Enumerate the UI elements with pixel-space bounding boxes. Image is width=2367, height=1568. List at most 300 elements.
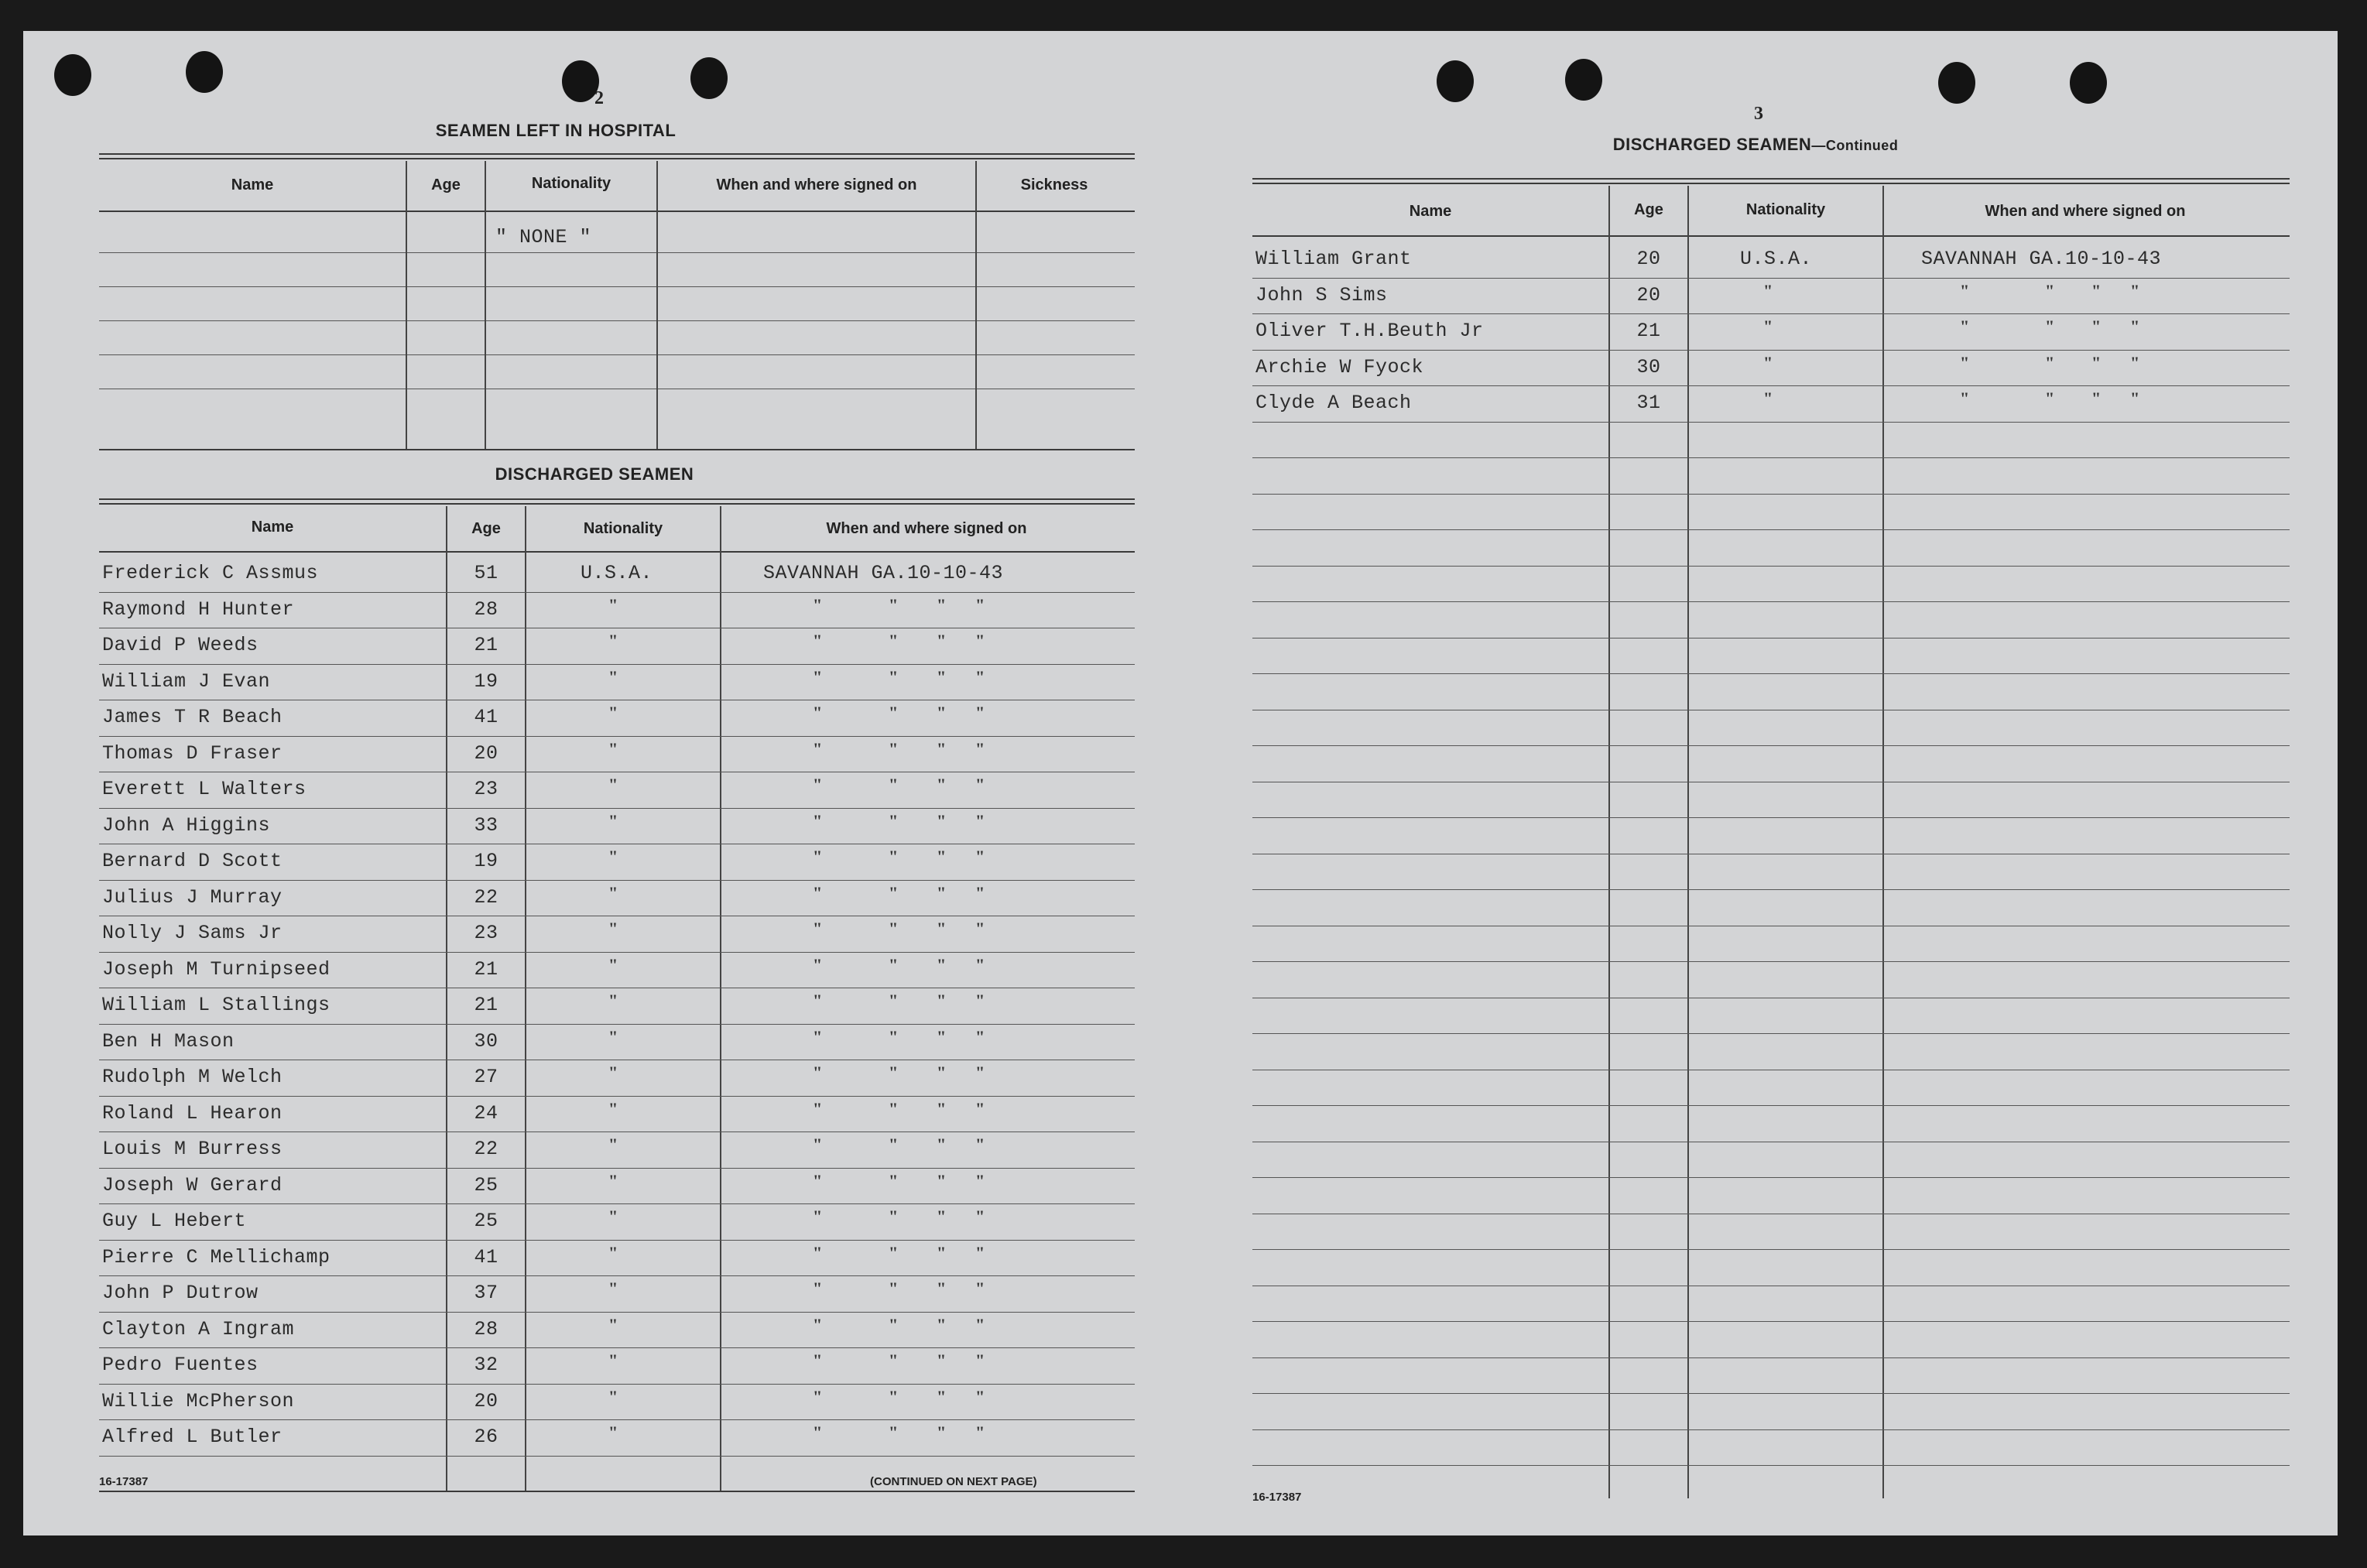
continued-heading [1516, 135, 1995, 155]
col-signed-on: When and where signed on [826, 520, 1027, 537]
seaman-age: 23 [474, 922, 498, 944]
seaman-name: Julius J Murray [102, 885, 283, 909]
nationality-ditto-mark: " [608, 847, 618, 866]
signed-on-ditto-mark: " [975, 1422, 985, 1442]
row-rule [99, 1168, 1135, 1169]
signed-on-ditto-mark: " [813, 1351, 823, 1370]
seaman-name: Everett L Walters [102, 778, 307, 800]
signed-on-ditto-mark: " [813, 1386, 823, 1406]
signed-on-ditto-mark: " [813, 1314, 823, 1334]
seaman-name: William Grant [1255, 248, 1412, 270]
col-signed-on: When and where signed on [1985, 203, 2186, 220]
row-rule [1252, 385, 2290, 386]
signed-on-ditto-mark: " [975, 738, 985, 758]
row-rule [1252, 745, 2290, 746]
signed-on-ditto-mark: " [937, 703, 947, 722]
punch-hole [1565, 59, 1602, 101]
row-rule [1252, 1177, 2290, 1178]
signed-on-ditto-mark: " [889, 1351, 899, 1370]
signed-on-ditto-mark: " [937, 810, 947, 830]
signed-on-ditto-mark: " [889, 847, 899, 866]
col-name: Name [251, 519, 294, 536]
signed-on-ditto-mark: " [889, 954, 899, 974]
seaman-age: 21 [474, 634, 498, 656]
seaman-name: William L Stallings [102, 994, 331, 1016]
row-rule [99, 808, 1135, 809]
signed-on-ditto-mark: " [813, 1063, 823, 1082]
seaman-age: 51 [474, 562, 498, 584]
seaman-name: Clyde A Beach [1255, 392, 1412, 414]
signed-on-ditto-mark: " [937, 1351, 947, 1370]
signed-on-ditto-mark: " [975, 1314, 985, 1334]
rule [99, 286, 1135, 287]
seaman-name: Pedro Fuentes [102, 1354, 259, 1376]
seaman-name: Ben H Mason [102, 1029, 235, 1053]
signed-on-ditto-mark: " [2091, 389, 2102, 408]
col-sickness: Sickness [1020, 176, 1088, 193]
col-divider [656, 161, 658, 449]
col-divider [975, 161, 977, 449]
col-nationality: Nationality [1745, 201, 1826, 218]
row-rule [99, 1384, 1135, 1385]
nationality-ditto-mark: " [608, 1207, 618, 1226]
seaman-age: 30 [474, 1029, 498, 1053]
row-rule [99, 880, 1135, 881]
nationality-ditto-mark: " [608, 1170, 618, 1190]
page-number: 3 [1754, 104, 1763, 124]
signed-on-ditto-mark: " [813, 738, 823, 758]
signed-on-ditto-mark: " [1960, 389, 1970, 408]
row-rule [1252, 457, 2290, 458]
signed-on-ditto-mark: " [975, 1063, 985, 1082]
seaman-age: 27 [474, 1066, 498, 1088]
seaman-age: 20 [1636, 283, 1661, 306]
nationality-ditto-mark: " [1763, 317, 1773, 336]
nationality-ditto-mark: " [1763, 280, 1773, 300]
row-rule [99, 1203, 1135, 1204]
seaman-nationality: U.S.A. [581, 562, 653, 584]
nationality-ditto-mark: " [608, 1314, 618, 1334]
seaman-name: John P Dutrow [102, 1282, 259, 1304]
signed-on-ditto-mark: " [975, 882, 985, 902]
signed-on-ditto-mark: " [813, 1422, 823, 1442]
seaman-age: 21 [474, 957, 498, 981]
signed-on-ditto-mark: " [975, 1207, 985, 1226]
signed-on-ditto-mark: " [889, 775, 899, 794]
row-rule [99, 1347, 1135, 1348]
hospital-heading: SEAMEN LEFT IN HOSPITAL [435, 121, 677, 140]
col-divider [1608, 186, 1610, 1498]
signed-on-ditto-mark: " [975, 954, 985, 974]
seaman-age: 25 [474, 1173, 498, 1197]
row-rule [99, 1131, 1135, 1132]
row-rule [1252, 1429, 2290, 1430]
seaman-age: 19 [474, 850, 498, 872]
seaman-name: Rudolph M Welch [102, 1066, 283, 1088]
row-rule [99, 1096, 1135, 1097]
signed-on-ditto-mark: " [889, 810, 899, 830]
signed-on-ditto-mark: " [813, 1242, 823, 1262]
punch-hole [690, 57, 728, 99]
rule [99, 252, 1135, 253]
seaman-age: 22 [474, 1138, 498, 1160]
nationality-ditto-mark: " [608, 1063, 618, 1082]
seaman-name: Guy L Hebert [102, 1210, 247, 1232]
form-number: 16-17387 [99, 1475, 149, 1488]
nationality-ditto-mark: " [608, 1026, 618, 1046]
nationality-ditto-mark: " [608, 631, 618, 650]
row-rule [1252, 673, 2290, 674]
row-rule [1252, 1249, 2290, 1250]
row-rule [99, 736, 1135, 737]
signed-on-ditto-mark: " [889, 1386, 899, 1406]
row-rule [1252, 1357, 2290, 1358]
signed-on-ditto-mark: " [937, 1170, 947, 1190]
row-rule [1252, 278, 2290, 279]
signed-on-ditto-mark: " [889, 919, 899, 938]
continued-note: (CONTINUED ON NEXT PAGE) [870, 1475, 1037, 1488]
form-number: 16-17387 [1252, 1491, 1302, 1504]
table-top-rule [1252, 178, 2290, 184]
signed-on-ditto-mark: " [937, 1063, 947, 1082]
nationality-ditto-mark: " [608, 810, 618, 830]
signed-on-ditto-mark: " [889, 1242, 899, 1262]
signed-on-ditto-mark: " [937, 847, 947, 866]
signed-on-ditto-mark: " [937, 1135, 947, 1154]
signed-on-ditto-mark: " [2130, 352, 2140, 372]
col-age: Age [1634, 201, 1663, 218]
punch-hole [2070, 62, 2107, 104]
signed-on-ditto-mark: " [2130, 317, 2140, 336]
signed-on-ditto-mark: " [813, 631, 823, 650]
signed-on-ditto-mark: " [937, 991, 947, 1010]
seaman-age: 20 [474, 741, 498, 765]
row-rule [99, 952, 1135, 953]
seaman-age: 33 [474, 813, 498, 837]
nationality-ditto-mark: " [608, 594, 618, 615]
row-rule [1252, 1393, 2290, 1394]
signed-on-ditto-mark: " [975, 1386, 985, 1406]
signed-on-ditto-mark: " [937, 594, 947, 615]
rule [99, 354, 1135, 355]
signed-on-ditto-mark: " [975, 631, 985, 650]
row-rule [1252, 566, 2290, 567]
col-divider [1687, 186, 1689, 1498]
seaman-age: 28 [474, 1317, 498, 1340]
row-rule [99, 1240, 1135, 1241]
row-rule [99, 1456, 1135, 1457]
signed-on-ditto-mark: " [889, 703, 899, 722]
col-nationality: Nationality [583, 520, 663, 537]
row-rule [1252, 529, 2290, 530]
row-rule [1252, 350, 2290, 351]
signed-on-ditto-mark: " [2091, 352, 2102, 372]
signed-on-ditto-mark: " [813, 919, 823, 938]
nationality-ditto-mark: " [608, 919, 618, 938]
signed-on-ditto-mark: " [813, 954, 823, 974]
signed-on-ditto-mark: " [813, 666, 823, 686]
signed-on-ditto-mark: " [937, 775, 947, 794]
seaman-age: 21 [1636, 320, 1661, 342]
signed-on-ditto-mark: " [937, 1026, 947, 1046]
nationality-ditto-mark: " [608, 1351, 618, 1370]
nationality-ditto-mark: " [608, 703, 618, 722]
seaman-age: 30 [1636, 355, 1661, 378]
discharged-heading: DISCHARGED SEAMEN [495, 464, 694, 484]
signed-on-ditto-mark: " [937, 1386, 947, 1406]
rule [99, 211, 1135, 212]
col-age: Age [431, 176, 461, 193]
row-rule [99, 1419, 1135, 1420]
signed-on-ditto-mark: " [937, 919, 947, 938]
col-divider [1882, 186, 1884, 1498]
punch-hole [562, 60, 599, 102]
signed-on-place-date: SAVANNAH GA.10-10-43 [1921, 248, 2162, 270]
row-rule [1252, 889, 2290, 890]
seaman-name: Clayton A Ingram [102, 1317, 295, 1340]
signed-on-ditto-mark: " [2045, 352, 2055, 372]
signed-on-ditto-mark: " [937, 1279, 947, 1298]
punch-hole [1437, 60, 1474, 102]
row-rule [99, 592, 1135, 593]
nationality-ditto-mark: " [608, 954, 618, 974]
signed-on-ditto-mark: " [975, 1026, 985, 1046]
signed-on-ditto-mark: " [889, 991, 899, 1010]
signed-on-ditto-mark: " [813, 1135, 823, 1154]
signed-on-ditto-mark: " [813, 882, 823, 902]
col-name: Name [1409, 203, 1452, 220]
signed-on-ditto-mark: " [975, 1351, 985, 1370]
signed-on-ditto-mark: " [813, 594, 823, 615]
rule [99, 551, 1135, 553]
signed-on-ditto-mark: " [889, 738, 899, 758]
nationality-ditto-mark: " [608, 666, 618, 686]
nationality-ditto-mark: " [608, 738, 618, 758]
seaman-age: 41 [474, 1245, 498, 1268]
signed-on-ditto-mark: " [813, 775, 823, 794]
signed-on-ditto-mark: " [937, 1314, 947, 1334]
rule [1252, 235, 2290, 237]
col-divider [406, 161, 407, 449]
seaman-age: 32 [474, 1354, 498, 1376]
signed-on-ditto-mark: " [937, 1242, 947, 1262]
seaman-age: 41 [474, 706, 498, 728]
signed-on-ditto-mark: " [889, 1026, 899, 1046]
signed-on-ditto-mark: " [889, 1422, 899, 1442]
row-rule [1252, 1105, 2290, 1106]
seaman-name: Bernard D Scott [102, 850, 283, 872]
seaman-name: Raymond H Hunter [102, 597, 295, 621]
signed-on-ditto-mark: " [1960, 352, 1970, 372]
seaman-age: 24 [474, 1101, 498, 1125]
seaman-nationality: U.S.A. [1740, 248, 1813, 270]
row-rule [1252, 1033, 2290, 1034]
row-rule [1252, 494, 2290, 495]
signed-on-ditto-mark: " [937, 738, 947, 758]
signed-on-place-date: SAVANNAH GA.10-10-43 [763, 562, 1004, 584]
nationality-ditto-mark: " [608, 1386, 618, 1406]
signed-on-ditto-mark: " [813, 810, 823, 830]
signed-on-ditto-mark: " [813, 991, 823, 1010]
seaman-age: 19 [474, 669, 498, 693]
rule [99, 449, 1135, 450]
signed-on-ditto-mark: " [975, 1098, 985, 1118]
nationality-ditto-mark: " [608, 991, 618, 1010]
row-rule [1252, 1465, 2290, 1466]
row-rule [1252, 601, 2290, 602]
seaman-age: 21 [474, 994, 498, 1016]
seaman-name: Pierre C Mellichamp [102, 1245, 331, 1268]
seaman-name: Oliver T.H.Beuth Jr [1255, 320, 1484, 342]
seaman-name: Alfred L Butler [102, 1426, 283, 1448]
signed-on-ditto-mark: " [937, 666, 947, 686]
signed-on-ditto-mark: " [2045, 280, 2055, 300]
row-rule [99, 664, 1135, 665]
signed-on-ditto-mark: " [813, 847, 823, 866]
signed-on-ditto-mark: " [2091, 317, 2102, 336]
signed-on-ditto-mark: " [937, 954, 947, 974]
signed-on-ditto-mark: " [937, 631, 947, 650]
signed-on-ditto-mark: " [889, 882, 899, 902]
signed-on-ditto-mark: " [889, 1314, 899, 1334]
seaman-name: William J Evan [102, 669, 271, 693]
row-rule [1252, 422, 2290, 423]
signed-on-ditto-mark: " [889, 1207, 899, 1226]
seaman-age: 25 [474, 1210, 498, 1232]
col-nationality: Nationality [531, 175, 611, 192]
signed-on-ditto-mark: " [975, 991, 985, 1010]
seaman-name: John S Sims [1255, 283, 1388, 306]
seaman-name: Frederick C Assmus [102, 562, 319, 584]
col-divider [485, 161, 486, 449]
seaman-age: 37 [474, 1282, 498, 1304]
signed-on-ditto-mark: " [889, 1279, 899, 1298]
table-top-rule [99, 153, 1135, 159]
signed-on-ditto-mark: " [813, 1098, 823, 1118]
seaman-name: Joseph W Gerard [102, 1173, 283, 1197]
seaman-age: 31 [1636, 392, 1661, 414]
seaman-name: Archie W Fyock [1255, 355, 1424, 378]
seaman-age: 20 [1636, 248, 1661, 270]
signed-on-ditto-mark: " [889, 631, 899, 650]
heading-suffix: —Continued [1811, 138, 1899, 153]
col-divider [720, 506, 721, 1492]
punch-hole [1938, 62, 1975, 104]
signed-on-ditto-mark: " [813, 1279, 823, 1298]
signed-on-ditto-mark: " [889, 666, 899, 686]
signed-on-ditto-mark: " [889, 1170, 899, 1190]
document-sheet [23, 31, 2338, 1535]
seaman-age: 22 [474, 885, 498, 909]
row-rule [99, 1275, 1135, 1276]
signed-on-ditto-mark: " [889, 1098, 899, 1118]
signed-on-ditto-mark: " [975, 919, 985, 938]
nationality-ditto-mark: " [608, 775, 618, 794]
signed-on-ditto-mark: " [2130, 389, 2140, 408]
heading-title: DISCHARGED SEAMEN [1612, 135, 1812, 154]
signed-on-ditto-mark: " [889, 1135, 899, 1154]
signed-on-ditto-mark: " [2130, 280, 2140, 300]
nationality-ditto-mark: " [608, 1242, 618, 1262]
signed-on-ditto-mark: " [975, 775, 985, 794]
nationality-ditto-mark: " [608, 1135, 618, 1154]
signed-on-ditto-mark: " [2045, 389, 2055, 408]
row-rule [99, 1312, 1135, 1313]
signed-on-ditto-mark: " [975, 1135, 985, 1154]
row-rule [1252, 817, 2290, 818]
signed-on-ditto-mark: " [813, 1170, 823, 1190]
col-age: Age [471, 520, 501, 537]
seaman-name: John A Higgins [102, 813, 271, 837]
signed-on-ditto-mark: " [937, 882, 947, 902]
signed-on-ditto-mark: " [937, 1207, 947, 1226]
nationality-ditto-mark: " [608, 1422, 618, 1442]
signed-on-ditto-mark: " [975, 1279, 985, 1298]
row-rule [1252, 313, 2290, 314]
signed-on-ditto-mark: " [975, 1242, 985, 1262]
signed-on-ditto-mark: " [1960, 280, 1970, 300]
signed-on-ditto-mark: " [937, 1422, 947, 1442]
row-rule [99, 1024, 1135, 1025]
col-divider [525, 506, 526, 1492]
seaman-name: Joseph M Turnipseed [102, 957, 331, 981]
signed-on-ditto-mark: " [975, 666, 985, 686]
col-name: Name [231, 176, 274, 193]
signed-on-ditto-mark: " [975, 810, 985, 830]
signed-on-ditto-mark: " [975, 847, 985, 866]
seaman-name: Roland L Hearon [102, 1101, 283, 1125]
seaman-name: Willie McPherson [102, 1389, 295, 1412]
punch-hole [54, 54, 91, 96]
signed-on-ditto-mark: " [889, 1063, 899, 1082]
hospital-entry: " NONE " [495, 226, 592, 248]
signed-on-ditto-mark: " [889, 594, 899, 615]
seaman-name: Nolly J Sams Jr [102, 922, 283, 944]
row-rule [1252, 961, 2290, 962]
signed-on-ditto-mark: " [813, 703, 823, 722]
seaman-age: 23 [474, 778, 498, 800]
seaman-name: James T R Beach [102, 706, 283, 728]
rule [99, 1491, 1135, 1492]
signed-on-ditto-mark: " [2045, 317, 2055, 336]
nationality-ditto-mark: " [608, 1279, 618, 1298]
seaman-age: 26 [474, 1426, 498, 1448]
signed-on-ditto-mark: " [975, 594, 985, 615]
row-rule [1252, 1321, 2290, 1322]
page-number: 2 [594, 88, 604, 108]
seaman-age: 20 [474, 1389, 498, 1412]
signed-on-ditto-mark: " [937, 1098, 947, 1118]
nationality-ditto-mark: " [608, 1098, 618, 1118]
table-top-rule [99, 498, 1135, 505]
signed-on-ditto-mark: " [1960, 317, 1970, 336]
seaman-age: 28 [474, 597, 498, 621]
rule [99, 320, 1135, 321]
signed-on-ditto-mark: " [975, 703, 985, 722]
nationality-ditto-mark: " [1763, 352, 1773, 372]
signed-on-ditto-mark: " [2091, 280, 2102, 300]
col-signed-on: When and where signed on [716, 176, 917, 193]
punch-hole [186, 51, 223, 93]
seaman-name: Louis M Burress [102, 1138, 283, 1160]
seaman-name: Thomas D Fraser [102, 741, 283, 765]
signed-on-ditto-mark: " [813, 1207, 823, 1226]
signed-on-ditto-mark: " [813, 1026, 823, 1046]
signed-on-ditto-mark: " [975, 1170, 985, 1190]
nationality-ditto-mark: " [1763, 389, 1773, 408]
nationality-ditto-mark: " [608, 882, 618, 902]
seaman-name: David P Weeds [102, 634, 259, 656]
